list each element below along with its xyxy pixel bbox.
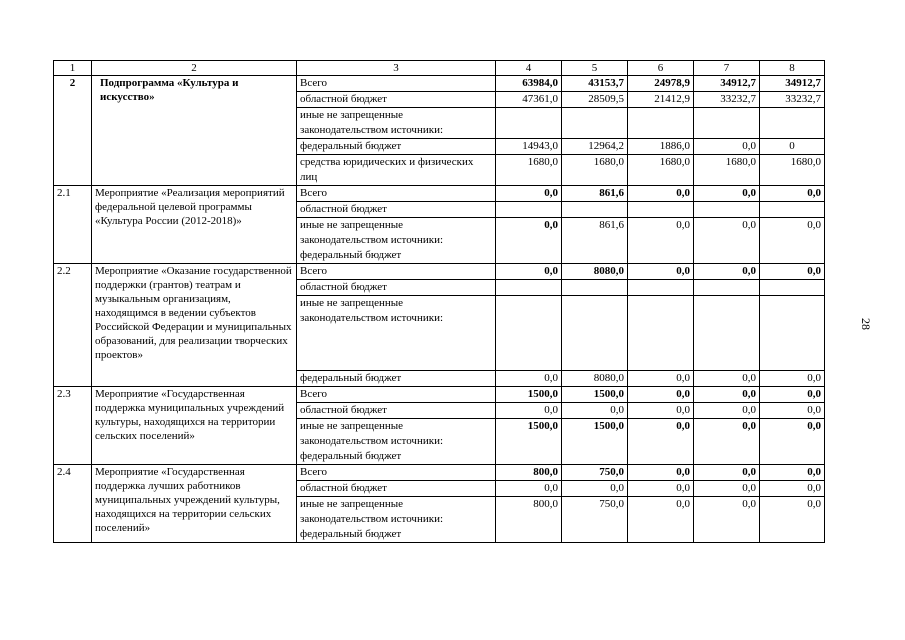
source-label [297,139,496,155]
value-text: 750,0 [599,466,624,478]
value-cell [628,186,694,202]
value-text: 0,0 [742,404,756,416]
value-cell [760,186,825,202]
source-label [297,218,496,264]
value-cell [628,280,694,296]
value-text: 0,0 [742,187,756,199]
row-number [54,387,92,465]
measure-name-text: Мероприятие «Оказание государственной поддержки (грантов) театрам и музыкальным организациям, находящимся в ведении субъектов Российской Федерации и муниципальных образований, для реализации творческих проектов» [95,265,292,361]
value-cell [694,202,760,218]
source-label [297,264,496,280]
value-cell [760,202,825,218]
value-cell [694,76,760,92]
value-cell [694,465,760,481]
value-text: 0,0 [742,420,756,432]
value-cell [496,481,562,497]
value-text: 1680,0 [527,156,558,168]
value-cell [496,403,562,419]
value-cell [760,371,825,387]
value-cell [628,465,694,481]
value-cell [496,108,562,139]
value-text: 0,0 [676,420,690,432]
source-label-text: областной бюджет [300,281,387,293]
source-label-text: иные не запрещенные законодательством источники: [300,297,444,324]
value-text: 0,0 [807,482,821,494]
value-cell [628,419,694,465]
value-cell [760,139,825,155]
source-label [297,186,496,202]
value-cell [628,403,694,419]
value-cell [694,264,760,280]
header-cell: 2 [92,61,297,76]
table-row [54,465,825,481]
value-cell [628,202,694,218]
value-cell [496,92,562,108]
value-cell [562,497,628,543]
value-text: 1886,0 [659,140,690,152]
row-number-text: 2 [69,77,76,89]
value-cell [628,76,694,92]
value-cell [496,465,562,481]
source-label [297,76,496,92]
value-text: 0,0 [676,466,690,478]
value-cell [628,92,694,108]
value-text: 0,0 [676,372,690,384]
source-label [297,108,496,139]
value-text: 0,0 [676,388,690,400]
value-cell [760,280,825,296]
measure-name [92,76,297,186]
source-label-text: Всего [300,77,327,89]
row-number [54,186,92,264]
value-cell [628,108,694,139]
value-cell [628,218,694,264]
value-text: 0,0 [610,482,624,494]
value-text: 0,0 [544,187,558,199]
value-cell [694,403,760,419]
value-cell [760,264,825,280]
value-cell [562,108,628,139]
header-row [54,61,825,76]
measure-name [92,387,297,465]
source-label [297,155,496,186]
value-cell [694,280,760,296]
value-text: 0,0 [807,498,821,510]
table-row [54,186,825,202]
row-number [54,76,92,186]
value-cell [496,371,562,387]
value-cell [628,481,694,497]
measure-name [92,186,297,264]
value-text: 0,0 [676,187,690,199]
row-number [54,264,92,387]
value-text: 0,0 [807,404,821,416]
value-text: 0,0 [544,372,558,384]
source-label [297,481,496,497]
source-label-text: иные не запрещенные законодательством источники: федеральный бюджет [300,219,444,261]
measure-name [92,264,297,387]
value-cell [496,139,562,155]
value-cell [694,497,760,543]
value-cell [760,108,825,139]
value-text: 21412,9 [654,93,690,105]
value-text: 0,0 [544,482,558,494]
value-cell [694,371,760,387]
value-cell [562,155,628,186]
value-cell [496,264,562,280]
source-label [297,403,496,419]
source-label-text: областной бюджет [300,203,387,215]
value-text: 800,0 [533,498,558,510]
value-text: 0,0 [544,404,558,416]
page-number: 28 [859,318,873,330]
value-cell [562,419,628,465]
header-cell: 8 [760,61,825,76]
value-text: 8080,0 [593,265,624,277]
value-cell [562,371,628,387]
value-text: 0,0 [676,265,690,277]
value-text: 14943,0 [522,140,558,152]
header-cell: 4 [496,61,562,76]
value-cell [496,419,562,465]
value-cell [694,186,760,202]
value-cell [694,296,760,371]
value-text: 0,0 [676,482,690,494]
value-cell [562,264,628,280]
value-cell [496,186,562,202]
value-text: 800,0 [533,466,558,478]
value-cell [562,387,628,403]
value-text: 0,0 [807,388,821,400]
value-text: 0,0 [742,482,756,494]
value-text: 0,0 [742,498,756,510]
source-label-text: Всего [300,388,327,400]
value-cell [562,186,628,202]
table-row [54,387,825,403]
value-cell [562,296,628,371]
value-cell [562,403,628,419]
value-cell [760,419,825,465]
value-text: 33232,7 [785,93,821,105]
value-cell [760,92,825,108]
value-text: 0,0 [742,388,756,400]
source-label-text: Всего [300,265,327,277]
source-label [297,371,496,387]
value-cell [628,139,694,155]
value-cell [628,155,694,186]
value-cell [760,465,825,481]
value-text: 33232,7 [720,93,756,105]
value-cell [496,76,562,92]
value-cell [760,387,825,403]
value-cell [694,387,760,403]
source-label-text: иные не запрещенные законодательством источники: [300,109,444,136]
row-number [54,465,92,543]
value-text: 1500,0 [593,388,624,400]
value-text: 0,0 [676,219,690,231]
source-label [297,296,496,371]
source-label [297,497,496,543]
source-label [297,465,496,481]
value-cell [628,497,694,543]
measure-name-text: Подпрограмма «Культура и искусство» [100,77,239,103]
value-text: 0,0 [807,466,821,478]
value-text: 24978,9 [654,77,690,89]
value-text: 1680,0 [593,156,624,168]
value-cell [694,419,760,465]
value-text: 0,0 [676,498,690,510]
source-label [297,419,496,465]
value-text: 0,0 [807,372,821,384]
value-text: 1500,0 [593,420,624,432]
source-label-text: областной бюджет [300,93,387,105]
source-label-text: федеральный бюджет [300,372,402,384]
source-label-text: Всего [300,187,327,199]
measure-name-text: Мероприятие «Государственная поддержка лучших работников муниципальных учреждений культуры, находящихся на территории сельских поселений» [95,466,280,534]
value-text: 8080,0 [593,372,624,384]
value-cell [562,481,628,497]
value-text: 0,0 [742,265,756,277]
value-cell [562,76,628,92]
value-cell [694,155,760,186]
value-cell [760,155,825,186]
value-text: 1500,0 [527,388,558,400]
value-text: 0,0 [807,265,821,277]
value-cell [760,481,825,497]
value-cell [496,202,562,218]
value-cell [496,280,562,296]
header-cell: 7 [694,61,760,76]
measure-name-text: Мероприятие «Государственная поддержка муниципальных учреждений культуры, находящихся на территории сельских поселений» [95,388,285,442]
value-text: 0,0 [807,187,821,199]
value-cell [562,202,628,218]
row-number-text: 2.4 [57,466,71,478]
source-label-text: федеральный бюджет [300,140,402,152]
value-text: 0,0 [742,219,756,231]
value-cell [694,92,760,108]
value-cell [760,296,825,371]
value-text: 0 [789,140,795,152]
value-text: 750,0 [599,498,624,510]
header-cell: 3 [297,61,496,76]
value-text: 0,0 [807,219,821,231]
source-label-text: Всего [300,466,327,478]
value-cell [562,139,628,155]
value-text: 34912,7 [720,77,756,89]
value-cell [496,296,562,371]
value-text: 12964,2 [588,140,624,152]
source-label-text: средства юридических и физических лиц [300,156,474,183]
value-text: 0,0 [544,219,558,231]
value-text: 861,6 [599,219,624,231]
value-cell [628,264,694,280]
source-label [297,92,496,108]
source-label-text: областной бюджет [300,404,387,416]
table-row [54,264,825,280]
value-text: 63984,0 [522,77,558,89]
budget-table [53,60,825,543]
value-text: 1680,0 [659,156,690,168]
value-cell [496,497,562,543]
value-text: 0,0 [676,404,690,416]
value-cell [628,296,694,371]
value-cell [562,465,628,481]
source-label-text: областной бюджет [300,482,387,494]
value-text: 0,0 [742,466,756,478]
value-text: 1680,0 [790,156,821,168]
value-cell [496,155,562,186]
header-cell: 1 [54,61,92,76]
source-label [297,280,496,296]
source-label [297,387,496,403]
value-cell [694,481,760,497]
value-cell [760,76,825,92]
table-row [54,76,825,92]
value-text: 47361,0 [522,93,558,105]
value-text: 0,0 [742,140,756,152]
value-text: 1680,0 [725,156,756,168]
row-number-text: 2.1 [57,187,71,199]
measure-name [92,465,297,543]
value-cell [760,218,825,264]
value-cell [628,371,694,387]
value-cell [694,139,760,155]
value-text: 28509,5 [588,93,624,105]
value-cell [562,218,628,264]
value-cell [628,387,694,403]
value-text: 43153,7 [588,77,624,89]
value-text: 861,6 [599,187,624,199]
value-text: 1500,0 [527,420,558,432]
value-cell [694,218,760,264]
value-cell [562,92,628,108]
measure-name-text: Мероприятие «Реализация мероприятий федеральной целевой программы «Культура России (2012-2018)» [95,187,285,227]
header-cell: 6 [628,61,694,76]
value-cell [694,108,760,139]
value-text: 0,0 [610,404,624,416]
source-label-text: иные не запрещенные законодательством источники: федеральный бюджет [300,498,444,540]
value-cell [562,280,628,296]
value-cell [496,218,562,264]
source-label-text: иные не запрещенные законодательством источники: федеральный бюджет [300,420,444,462]
source-label [297,202,496,218]
value-text: 34912,7 [785,77,821,89]
header-cell: 5 [562,61,628,76]
value-cell [496,387,562,403]
value-text: 0,0 [544,265,558,277]
value-text: 0,0 [742,372,756,384]
value-cell [760,497,825,543]
row-number-text: 2.2 [57,265,71,277]
row-number-text: 2.3 [57,388,71,400]
value-text: 0,0 [807,420,821,432]
value-cell [760,403,825,419]
